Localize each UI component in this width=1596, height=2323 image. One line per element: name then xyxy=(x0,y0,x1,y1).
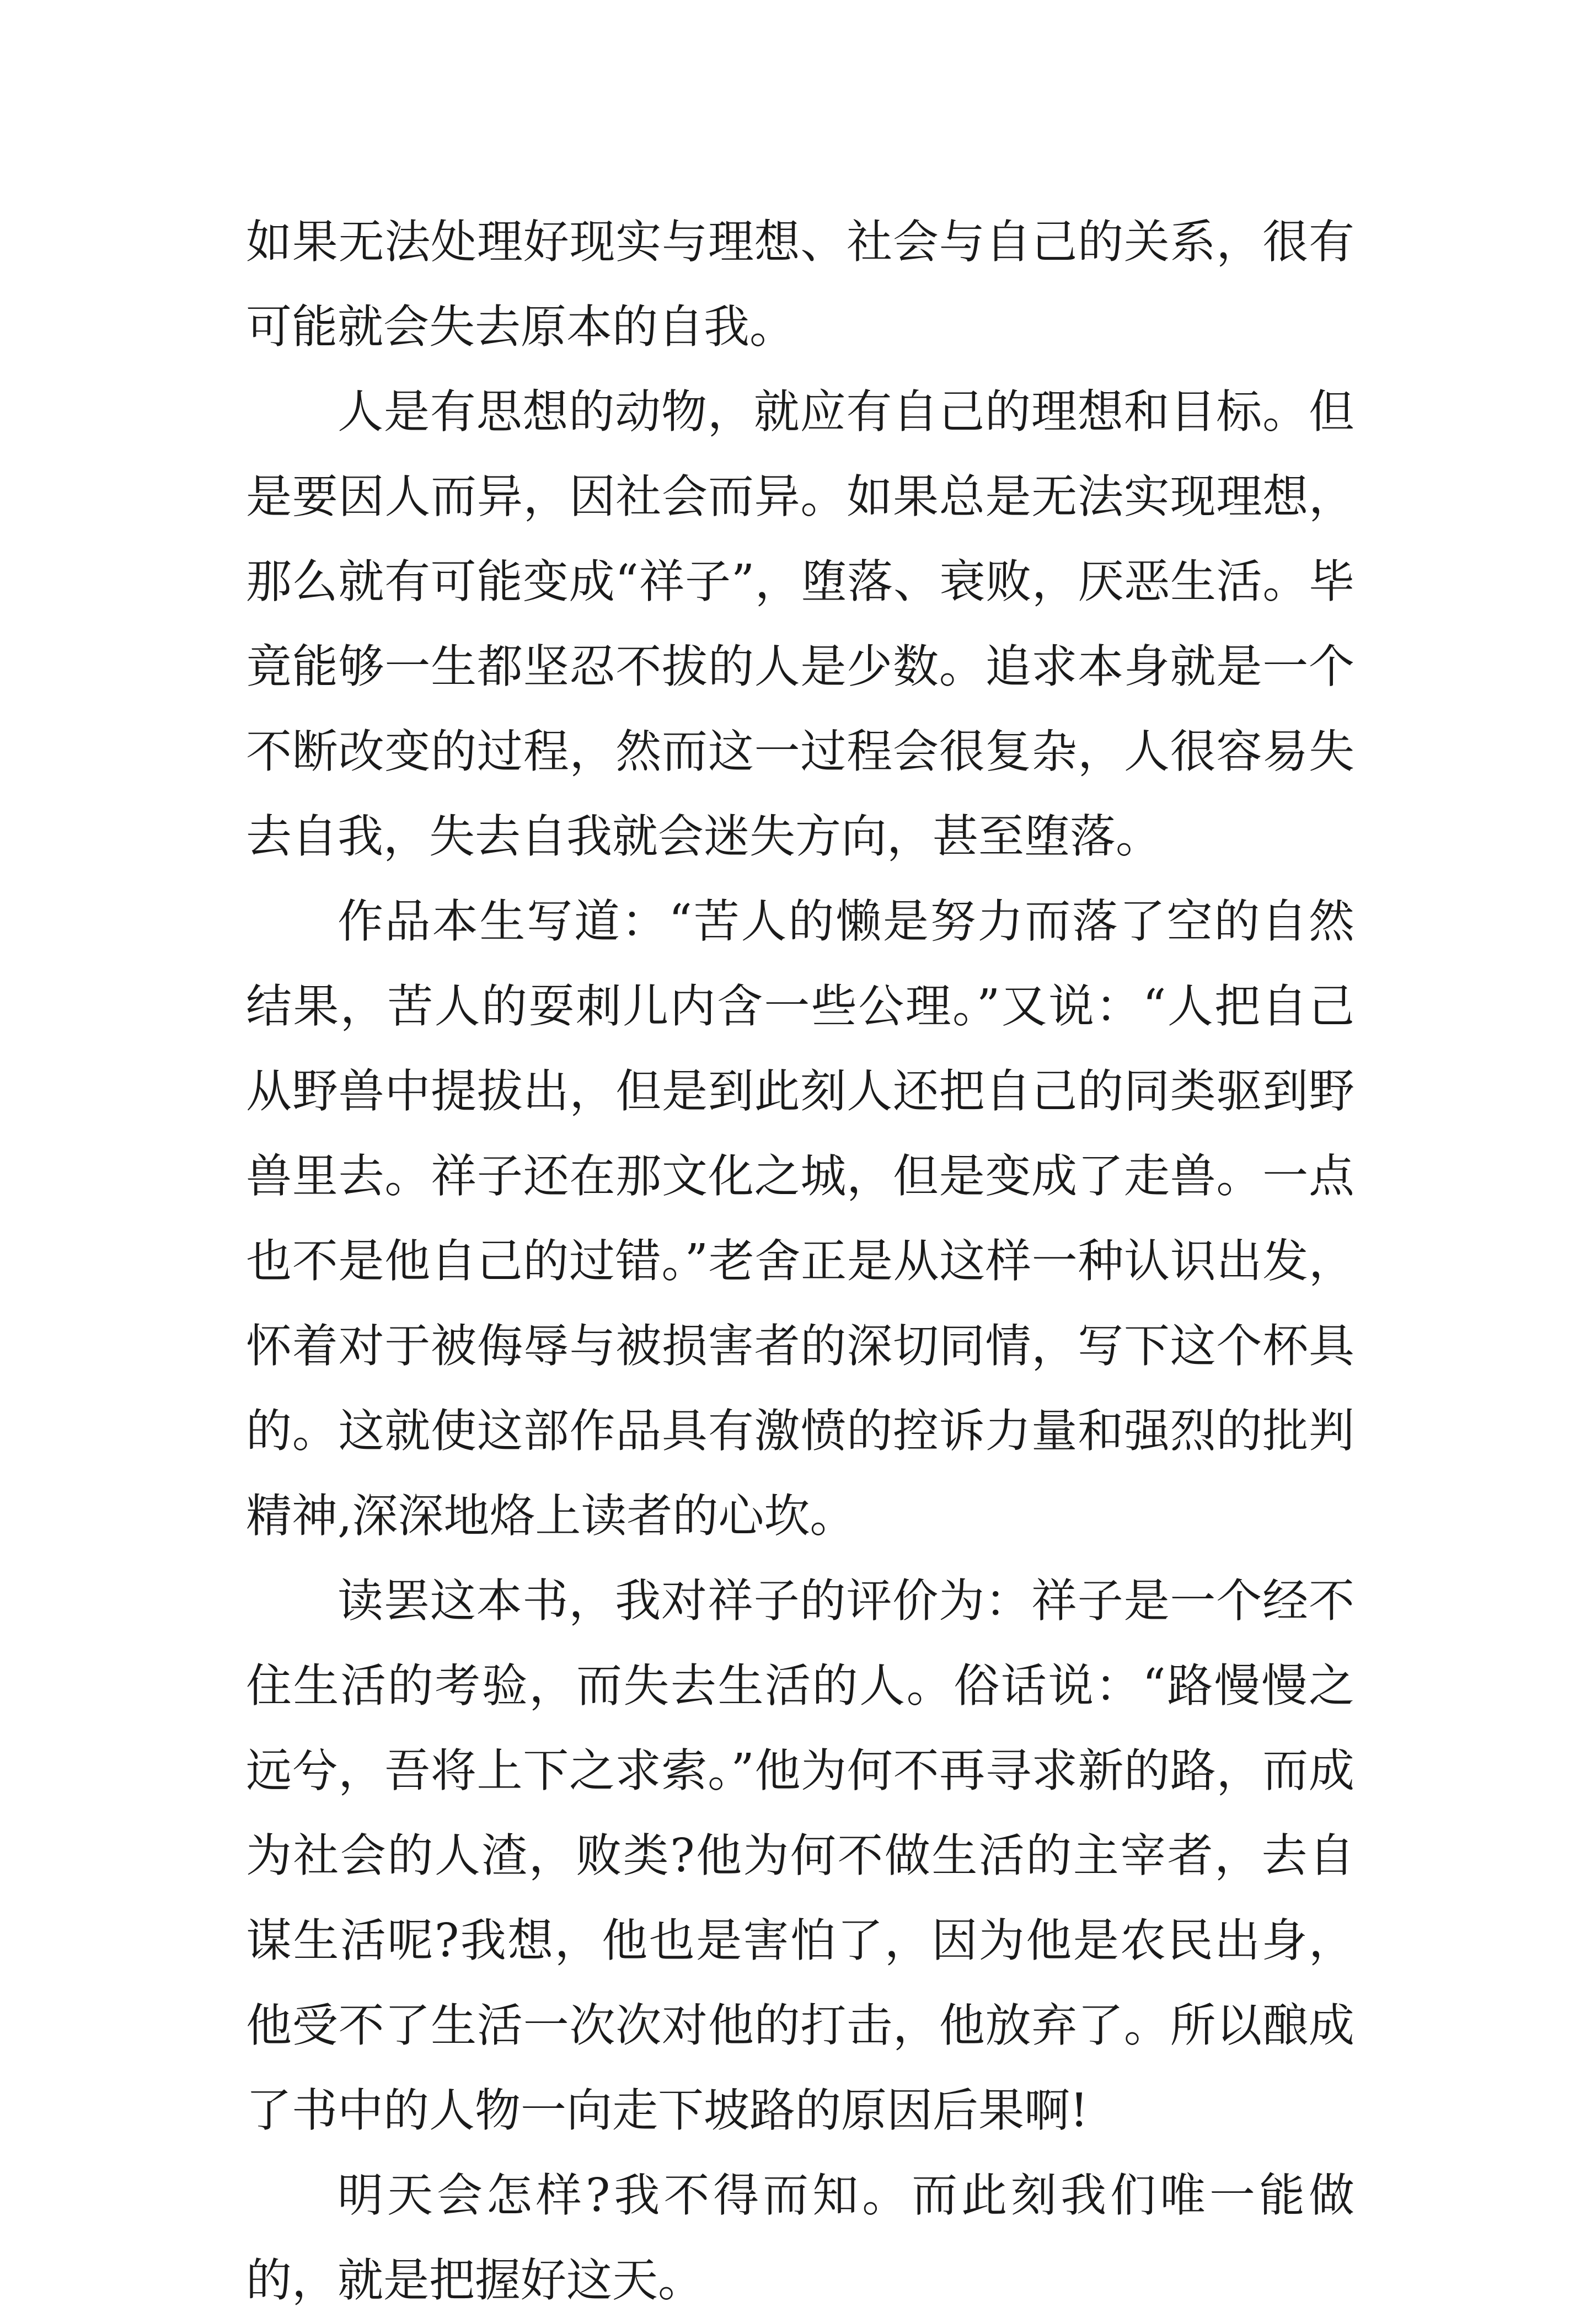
paragraph-4: 读罢这本书，我对祥子的评价为：祥子是一个经不住生活的考验，而失去生活的人。俗话说：“路慢慢之远兮，吾将上下之求索。”他为何不再寻求新的路，而成为社会的人渣，败类?他为何不做生活的主宰者，去自谋生活呢?我想，他也是害怕了，因为他是农民出身，他受不了生活一次次对他的打击，他放弃了。所以酿成了书中的人物一向走下坡路的原因后果啊! xyxy=(246,1574,1354,2137)
paragraph-1: 如果无法处理好现实与理想、社会与自己的关系，很有可能就会失去原本的自我。 xyxy=(246,215,1354,354)
paragraph-3: 作品本生写道：“苦人的懒是努力而落了空的自然结果，苦人的耍刺儿内含一些公理。”又说：“人把自己从野兽中提拔出，但是到此刻人还把自己的同类驱到野兽里去。祥子还在那文化之城，但是变成了走兽。一点也不是他自己的过错。”老舍正是从这样一种认识出发，怀着对于被侮辱与被损害者的深切同情，写下这个杯具的。这就使这部作品具有激愤的控诉力量和强烈的批判精神,深深地烙上读者的心坎。 xyxy=(246,895,1354,1543)
document-body xyxy=(246,200,1354,2323)
paragraph-5: 明天会怎样?我不得而知。而此刻我们唯一能做的，就是把握好这天。 xyxy=(246,2169,1354,2307)
paragraph-2: 人是有思想的动物，就应有自己的理想和目标。但是要因人而异，因社会而异。如果总是无法实现理想，那么就有可能变成“祥子”，堕落、衰败，厌恶生活。毕竟能够一生都坚忍不拔的人是少数。追求本身就是一个不断改变的过程，然而这一过程会很复杂，人很容易失去自我，失去自我就会迷失方向，甚至堕落。 xyxy=(246,385,1354,863)
